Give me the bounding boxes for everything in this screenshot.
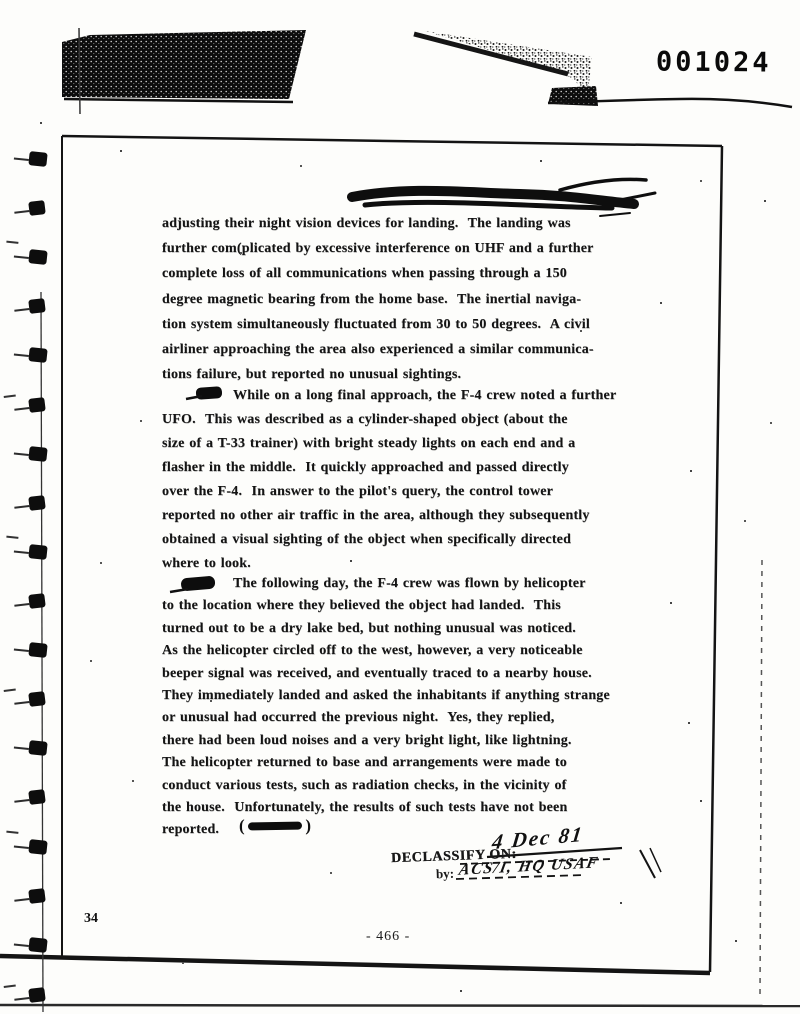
text-line: there had been loud noises and a very bright light, like lightning. [162, 732, 572, 748]
handwritten-declassify-authority: ACS/I, HQ USAF [457, 854, 601, 879]
text-line: further com(plicated by excessive interference on UHF and a further [162, 241, 594, 257]
binding-mark [28, 740, 47, 756]
redaction-bar [248, 822, 302, 831]
text-line: As the helicopter circled off to the west, however, a very noticeable [162, 643, 583, 659]
text-line: turned out to be a dry lake bed, but nothing unusual was noticed. [162, 620, 576, 636]
text-line: UFO. This was described as a cylinder-shaped object (about the [162, 412, 568, 427]
paragraph-3 [162, 573, 672, 842]
text-line: conduct various tests, such as radiation checks, in the vicinity of [162, 777, 567, 793]
binding-mark [28, 397, 46, 413]
text-line: tions failure, but reported no unusual sightings. [162, 367, 462, 383]
text-line: obtained a visual sighting of the object when specifically directed [162, 532, 572, 547]
binding-mark [28, 691, 46, 707]
right-edge-dashed-line [760, 560, 762, 995]
binding-mark [28, 937, 47, 953]
paren-right: ) [305, 816, 311, 835]
binding-mark [28, 642, 47, 658]
text-line: or unusual had occurred the previous night. Yes, they replied, [162, 710, 555, 726]
redaction-block-top-left [62, 28, 306, 114]
text-line: They immediately landed and asked the inhabitants if anything strange [162, 688, 610, 704]
binding-mark [28, 987, 46, 1003]
paren-left: ( [239, 816, 245, 835]
paragraph-2 [162, 384, 672, 576]
binding-mark [28, 446, 47, 462]
text-line: complete loss of all communications when passing through a 150 [162, 266, 568, 282]
binding-mark [28, 298, 46, 314]
binding-mark [28, 200, 46, 216]
scan-noise [0, 0, 2, 2]
text-line: over the F-4. In answer to the pilot's query, the control tower [162, 484, 554, 499]
declassify-on-label: DECLASSIFY ON: [390, 846, 517, 867]
binding-mark [28, 839, 47, 855]
binding-mark [28, 495, 46, 511]
binding-mark [28, 593, 46, 609]
text-line: beeper signal was received, and eventually traced to a nearby house. [162, 665, 592, 681]
text-line: to the location where they believed the object had landed. This [162, 598, 561, 614]
footer-page-number: - 466 - [366, 929, 411, 944]
binding-mark [28, 789, 46, 805]
text-line: adjusting their night vision devices for landing. The landing was [162, 216, 571, 231]
text-line: The following day, the F-4 crew was flown by helicopter [233, 576, 586, 591]
binding-mark [28, 151, 47, 167]
binding-mark [28, 347, 47, 363]
text-line: airliner approaching the area also experienced a similar communica- [162, 342, 594, 358]
page-number: 34 [84, 911, 98, 926]
page-edge-line [0, 1005, 800, 1006]
text-line: where to look. [162, 556, 251, 571]
binding-mark [28, 888, 46, 904]
redacted-word [239, 816, 311, 836]
binding-mark [28, 544, 47, 560]
paragraph-1 [162, 211, 672, 387]
text-line: size of a T-33 trainer) with bright steady lights on each end and a [162, 436, 576, 451]
text-line: reported. [162, 822, 220, 838]
text-line: tion system simultaneously fluctuated from 30 to 50 degrees. A civil [162, 316, 590, 332]
text-line: The helicopter returned to base and arrangements were made to [162, 755, 567, 771]
text-line: reported no other air traffic in the area, although they subsequently [162, 508, 590, 523]
text-line: the house. Unfortunately, the results of such tests have not been [162, 800, 568, 816]
declassify-by-label: by: [435, 865, 455, 882]
text-line: degree magnetic bearing from the home base. The inertial naviga- [162, 291, 582, 307]
binding-mark [28, 249, 47, 265]
text-line: While on a long final approach, the F-4 crew noted a further [233, 388, 617, 403]
handwritten-declassify-date: 4 Dec 81 [490, 821, 586, 855]
serial-number-stamp: 001024 [655, 46, 772, 79]
text-line: flasher in the middle. It quickly approached and passed directly [162, 460, 569, 475]
